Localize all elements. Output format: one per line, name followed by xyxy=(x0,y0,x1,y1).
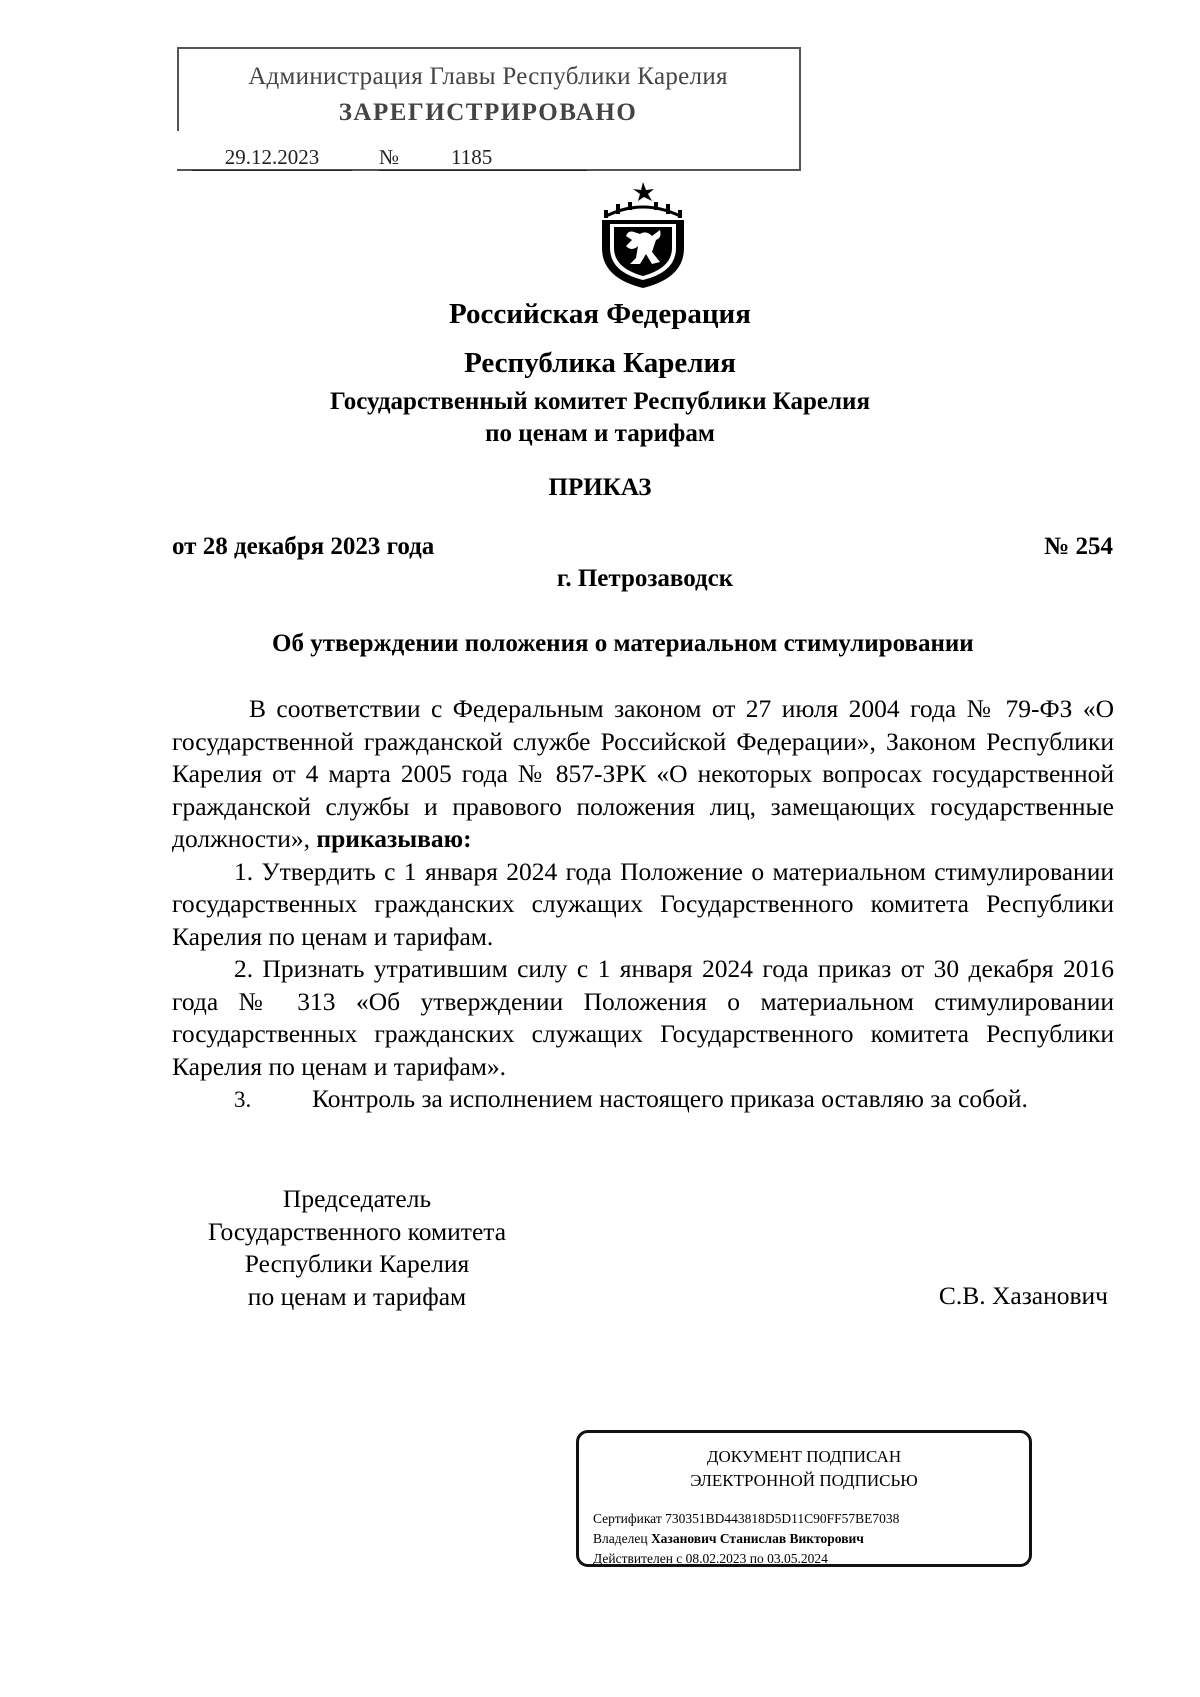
stamp-frame-top xyxy=(177,47,799,49)
body-item-2 xyxy=(172,953,1114,1083)
stamp-title: ЗАРЕГИСТРИРОВАНО xyxy=(338,99,638,126)
signatory-line-4: по ценам и тарифам xyxy=(247,1281,467,1311)
signatory-line-1: Председатель xyxy=(282,1184,432,1213)
item-3-number: 3. xyxy=(234,1087,252,1112)
esign-title-1: ДОКУМЕНТ ПОДПИСАН xyxy=(706,1447,902,1466)
document-body xyxy=(172,693,1114,1117)
signatory-line-3: Республики Карелия xyxy=(244,1249,470,1278)
header-committee-line2: по ценам и тарифам xyxy=(485,420,715,447)
esign-cert-label: Сертификат xyxy=(593,1511,662,1526)
body-item-3 xyxy=(234,1083,1114,1117)
esign-valid-to: 03.05.2024 xyxy=(767,1551,828,1566)
document-subject: Об утверждении положения о материальном стимулировании xyxy=(272,630,974,657)
intro-text: В соответствии с Федеральным законом от 27 июля 2004 года № 79-ФЗ «О государственной гражданской службе Российской Федерации», Законом Республики Карелия от 4 марта 2005 года № 857-ЗРК «О некоторых вопросах государственной гражданской службы и правового положения лиц, замещающих государственные должности», xyxy=(172,694,1114,853)
electronic-signature-stamp xyxy=(576,1430,1032,1567)
stamp-admin: Администрация Главы Республики Карелия xyxy=(248,63,728,90)
stamp-date: 29.12.2023 xyxy=(192,145,352,171)
document-date: от 28 декабря 2023 года xyxy=(172,533,435,560)
esign-valid-to-label: по xyxy=(749,1551,764,1566)
esign-title-2: ЭЛЕКТРОННОЙ ПОДПИСЬЮ xyxy=(690,1471,918,1490)
signatory-title xyxy=(172,1183,542,1313)
item-1-number: 1. xyxy=(234,856,254,886)
esign-certificate xyxy=(593,1511,899,1527)
signatory-name: С.В. Хазанович xyxy=(938,1281,1108,1310)
document-city: г. Петрозаводск xyxy=(556,565,734,592)
esign-validity xyxy=(593,1551,828,1567)
item-2-number: 2. xyxy=(234,954,254,983)
body-intro xyxy=(172,693,1114,856)
intro-order-word: приказываю: xyxy=(316,824,472,853)
signatory-line-2: Государственного комитета xyxy=(207,1216,507,1246)
item-3-text: Контроль за исполнением настоящего приказа оставляю за собой. xyxy=(312,1084,1028,1113)
stamp-number: 1185 xyxy=(409,145,587,171)
item-2-text: Признать утратившим силу с 1 января 2024 года приказ от 30 декабря 2016 года № 313 «Об утверждении Положения о материальном стимулировании государственных гражданских служащих Государственного комитета Республики Карелия по ценам и тарифам». xyxy=(172,954,1115,1081)
esign-owner xyxy=(593,1531,864,1547)
stamp-number-label: № xyxy=(379,145,409,171)
header-committee: Государственный комитет Республики Карелия xyxy=(330,388,870,415)
esign-owner-label: Владелец xyxy=(593,1531,648,1546)
item-1-text: Утвердить с 1 января 2024 года Положение о материальном стимулировании государственных гражданских служащих Государственного комитета Республики Карелия по ценам и тарифам. xyxy=(172,856,1114,951)
header-federation: Российская Федерация xyxy=(449,298,751,330)
document-number: № 254 xyxy=(1044,533,1113,560)
esign-valid-label: Действителен с xyxy=(593,1551,683,1566)
body-item-1 xyxy=(172,856,1114,954)
esign-owner-value: Хазанович Станислав Викторович xyxy=(650,1531,864,1546)
document-type: ПРИКАЗ xyxy=(548,474,652,501)
coat-of-arms-icon xyxy=(596,180,690,290)
esign-cert-value: 730351BD443818D5D11C90FF57BE7038 xyxy=(665,1511,900,1526)
header-republic: Республика Карелия xyxy=(464,347,736,379)
esign-valid-from: 08.02.2023 xyxy=(685,1551,747,1566)
registration-stamp xyxy=(177,47,801,171)
